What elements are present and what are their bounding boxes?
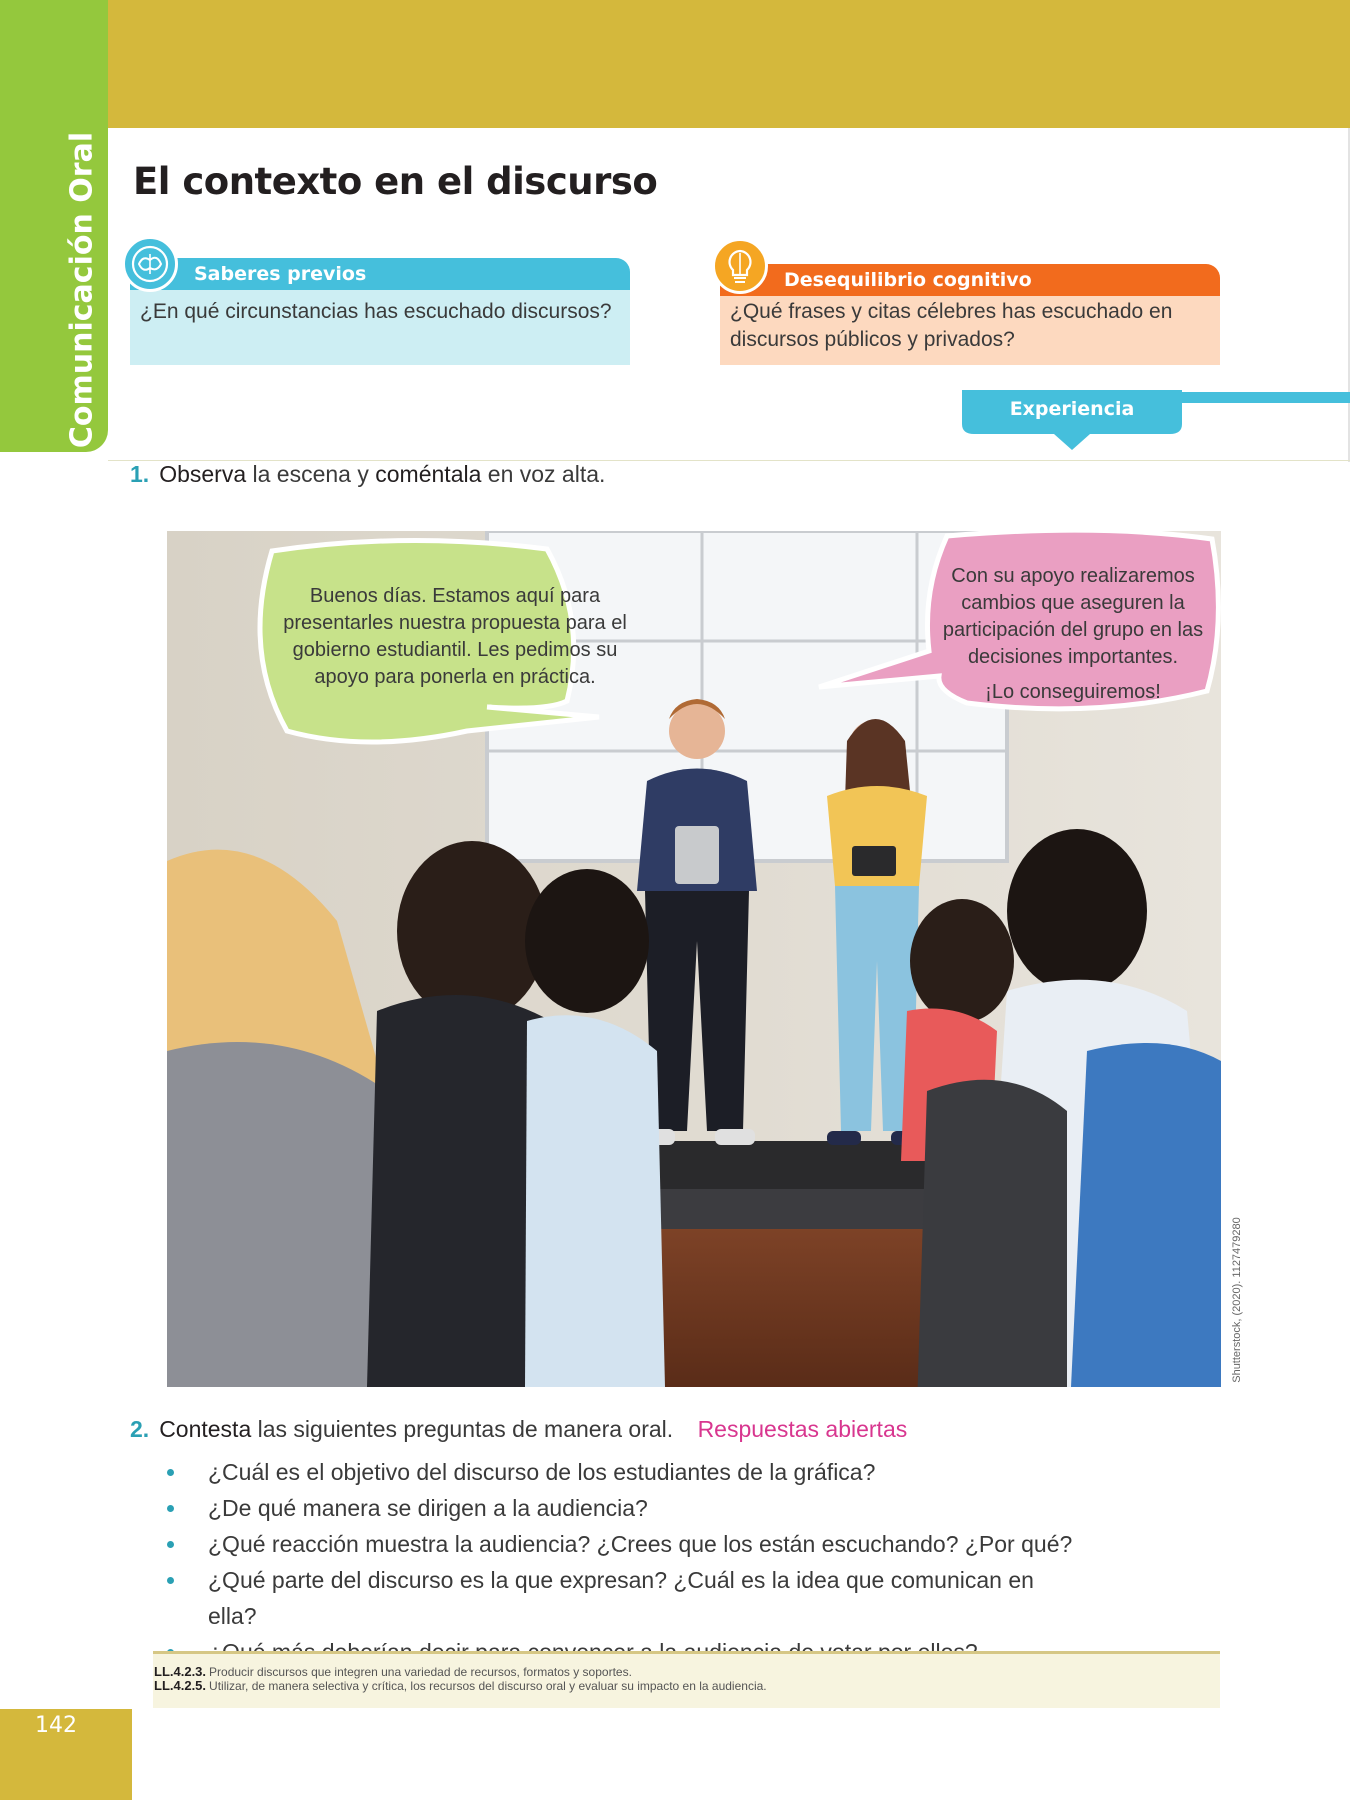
- list-item: ¿Qué reacción muestra la audiencia? ¿Crees que los están escuchando? ¿Por qué?: [165, 1526, 1085, 1562]
- desequilibrio-cognitivo-heading: Desequilibrio cognitivo: [720, 264, 1220, 296]
- answer-note: Respuestas abiertas: [697, 1416, 908, 1442]
- activity-2-instruction: [130, 1416, 907, 1443]
- skill-code: LL.4.2.5.: [154, 1678, 207, 1693]
- desequilibrio-cognitivo-box: [720, 264, 1220, 365]
- activity-1-verb-comentala: coméntala: [375, 461, 482, 487]
- speech-bubble-right-statement: Con su apoyo realizaremos cambios que aseguren la participación del grupo en las decisiones importantes.: [942, 565, 1204, 668]
- lightbulb-icon: [712, 238, 768, 294]
- speech-bubble-right-text: [938, 563, 1208, 706]
- activity-1-number: 1.: [130, 461, 150, 487]
- activity-1-verb-observa: Observa: [159, 461, 247, 487]
- activity-2-number: 2.: [130, 1416, 150, 1442]
- saberes-previos-question: ¿En qué circunstancias has escuchado discursos?: [130, 290, 630, 365]
- brain-icon: [122, 236, 178, 292]
- section-label: Comunicación Oral: [64, 131, 100, 449]
- speech-bubble-left-text: Buenos días. Estamos aquí para presentarles nuestra propuesta para el gobierno estudiantil. Les pedimos su apoyo para ponerla en práctica.: [283, 585, 627, 688]
- skill-text: Producir discursos que integren una variedad de recursos, formatos y soportes.: [209, 1665, 632, 1679]
- skill-row: [153, 1679, 1220, 1693]
- skill-row: [153, 1665, 1220, 1679]
- page-number: 142: [35, 1713, 77, 1738]
- desequilibrio-cognitivo-question: ¿Qué frases y citas célebres has escuchado en discursos públicos y privados?: [720, 296, 1220, 365]
- saberes-previos-box: [130, 258, 630, 365]
- skills-box: [153, 1651, 1220, 1708]
- skill-code: LL.4.2.3.: [154, 1664, 207, 1679]
- activity-2-text: las siguientes preguntas de manera oral.: [257, 1416, 674, 1442]
- list-item: ¿De qué manera se dirigen a la audiencia?: [165, 1490, 1085, 1526]
- question-list: [165, 1454, 1085, 1670]
- list-item: ¿Cuál es el objetivo del discurso de los estudiantes de la gráfica?: [165, 1454, 1085, 1490]
- skill-text: Utilizar, de manera selectiva y crítica, los recursos del discurso oral y evaluar su impacto en la audiencia.: [209, 1679, 767, 1693]
- speech-bubble-right-exclaim: ¡Lo conseguiremos!: [985, 681, 1161, 703]
- list-item: ¿Qué parte del discurso es la que expresan? ¿Cuál es la idea que comunican en ella?: [165, 1562, 1085, 1634]
- experiencia-rule: [1180, 392, 1350, 403]
- activity-1-instruction: [130, 461, 605, 488]
- top-header-band: [108, 0, 1350, 128]
- photo-credit: Shutterstock, (2020). 1127479280: [1231, 1217, 1243, 1383]
- activity-2-verb-contesta: Contesta: [159, 1416, 252, 1442]
- page-title: El contexto en el discurso: [133, 160, 658, 203]
- activity-1-text-a: la escena y: [252, 461, 369, 487]
- activity-1-text-b: en voz alta.: [487, 461, 606, 487]
- experiencia-label: Experiencia: [1009, 398, 1135, 420]
- saberes-previos-heading: Saberes previos: [130, 258, 630, 290]
